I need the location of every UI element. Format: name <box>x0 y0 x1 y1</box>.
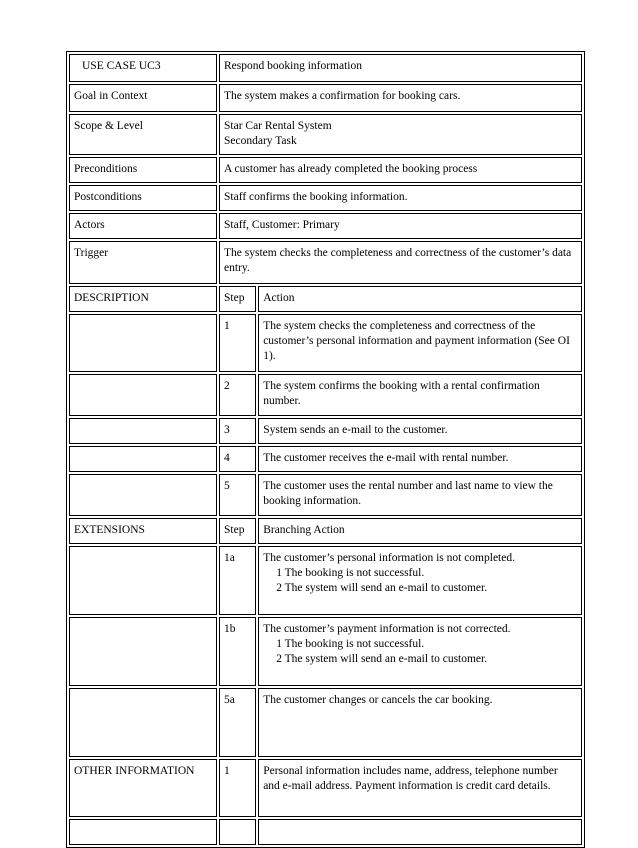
description-header-row <box>69 286 582 312</box>
empty-cell <box>219 819 256 845</box>
extension-sub-step: 2 The system will send an e-mail to customer. <box>276 582 488 594</box>
use-case-table <box>66 51 585 848</box>
step-number: 3 <box>219 418 256 444</box>
postconditions-row <box>69 185 582 211</box>
extension-action: The customer changes or cancels the car booking. <box>258 688 582 757</box>
trigger-value: The system checks the completeness and correctness of the customer’s data entry. <box>219 241 582 284</box>
scope-row <box>69 114 582 155</box>
description-action-header: Action <box>258 286 582 312</box>
description-step-header: Step <box>219 286 256 312</box>
other-information-text: Personal information includes name, address, telephone number and e-mail address. Payment information is credit card details. <box>258 759 582 817</box>
description-step-row <box>69 314 582 372</box>
scope-value <box>219 114 582 155</box>
empty-cell <box>69 418 217 444</box>
extension-sub-step: 2 The system will send an e-mail to customer. <box>276 653 488 665</box>
description-label: DESCRIPTION <box>69 286 217 312</box>
other-information-row <box>69 759 582 817</box>
extension-row <box>69 617 582 686</box>
extension-action <box>258 546 582 615</box>
step-action: The system confirms the booking with a rental confirmation number. <box>258 374 582 416</box>
use-case-row <box>69 54 582 82</box>
step-number: 1 <box>219 314 256 372</box>
extension-sub-step: 1 The booking is not successful. <box>276 567 425 579</box>
extension-action <box>258 617 582 686</box>
scope-value-line1: Star Car Rental System <box>224 120 332 132</box>
postconditions-label: Postconditions <box>69 185 217 211</box>
empty-cell <box>69 688 217 757</box>
extensions-action-header: Branching Action <box>258 518 582 544</box>
actors-label: Actors <box>69 213 217 239</box>
description-step-row <box>69 446 582 472</box>
postconditions-value: Staff confirms the booking information. <box>219 185 582 211</box>
use-case-value: Respond booking information <box>219 54 582 82</box>
extensions-step-header: Step <box>219 518 256 544</box>
preconditions-label: Preconditions <box>69 157 217 183</box>
empty-cell <box>69 474 217 516</box>
step-number: 2 <box>219 374 256 416</box>
extension-step: 1a <box>219 546 256 615</box>
actors-row <box>69 213 582 239</box>
step-action: The customer uses the rental number and last name to view the booking information. <box>258 474 582 516</box>
empty-cell <box>258 819 582 845</box>
trigger-row <box>69 241 582 284</box>
description-step-row <box>69 474 582 516</box>
scope-label: Scope & Level <box>69 114 217 155</box>
extension-step: 1b <box>219 617 256 686</box>
empty-cell <box>69 446 217 472</box>
empty-cell <box>69 617 217 686</box>
extension-step: 5a <box>219 688 256 757</box>
scope-value-line2: Secondary Task <box>224 135 297 147</box>
description-step-row <box>69 374 582 416</box>
extension-row <box>69 688 582 757</box>
empty-cell <box>69 546 217 615</box>
trigger-label: Trigger <box>69 241 217 284</box>
empty-cell <box>69 819 217 845</box>
step-action: The system checks the completeness and correctness of the customer’s personal information and payment information (See OI 1). <box>258 314 582 372</box>
goal-row <box>69 84 582 112</box>
goal-label: Goal in Context <box>69 84 217 112</box>
description-step-row <box>69 418 582 444</box>
step-action: The customer receives the e-mail with rental number. <box>258 446 582 472</box>
empty-cell <box>69 314 217 372</box>
step-number: 4 <box>219 446 256 472</box>
actors-value: Staff, Customer: Primary <box>219 213 582 239</box>
use-case-label: USE CASE UC3 <box>69 54 217 82</box>
extensions-label: EXTENSIONS <box>69 518 217 544</box>
step-action: System sends an e-mail to the customer. <box>258 418 582 444</box>
preconditions-value: A customer has already completed the booking process <box>219 157 582 183</box>
preconditions-row <box>69 157 582 183</box>
extension-sub-step: 1 The booking is not successful. <box>276 638 425 650</box>
other-information-step: 1 <box>219 759 256 817</box>
extension-row <box>69 546 582 615</box>
empty-row <box>69 819 582 845</box>
extensions-header-row <box>69 518 582 544</box>
step-number: 5 <box>219 474 256 516</box>
goal-value: The system makes a confirmation for booking cars. <box>219 84 582 112</box>
other-information-label: OTHER INFORMATION <box>69 759 217 817</box>
extension-text: The customer’s personal information is not completed. <box>263 552 515 564</box>
extension-text: The customer’s payment information is not corrected. <box>263 623 511 635</box>
empty-cell <box>69 374 217 416</box>
